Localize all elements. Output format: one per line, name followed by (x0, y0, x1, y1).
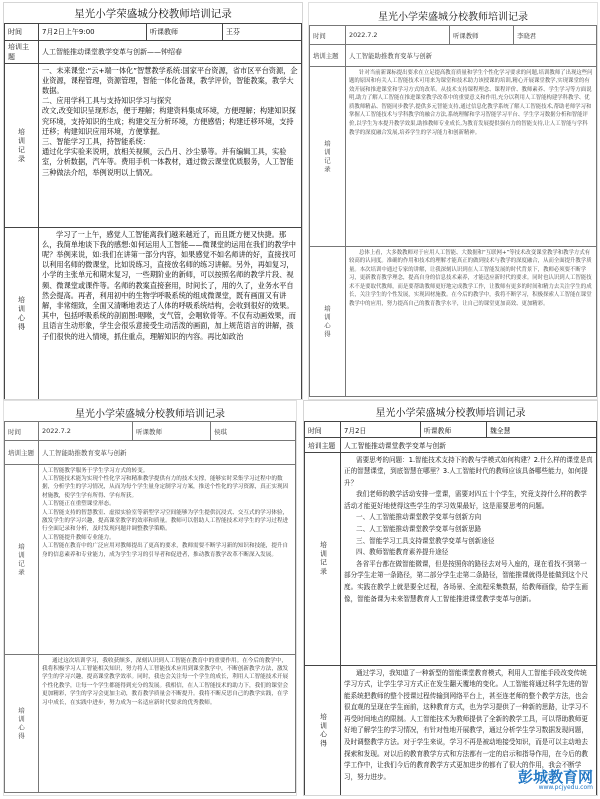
teacher-label: 听课教师 (421, 422, 487, 438)
record-text (344, 455, 593, 664)
watermark-url: www.pcjyedu.com (538, 784, 593, 791)
time-label: 时间 (5, 422, 39, 441)
site-watermark (481, 766, 593, 792)
record-paragraph: 针对当前新课标提出要求在立足提高教育质量和学生个性化学习要求的问题,培训教师了出现这些问题的原因和有关人工智能技术可用来为课堂和技术助力该授课的培训,精心开展课堂教学,实现课堂的有效开展和推进课堂和学习方式的改革。从技术支持课程理念、课程评价、教师素养、学生学习等方面说明,助力了解人工智能在推进课堂教学改革中的重要意义和作用,充分以利用人工智能构建学科教学、优质教师精品、智能同步教学,提供多元智能支持,通过信息化教学系统了解人工智能技术,帮助老师学习和掌握人工智能技术与学科教学的融合方法,系统理解和学习智能学习平台、学生学习数据分析和智能评价,以学生为本提升教学效果,助推教师专业成长,为教育发展提供强有力的智能支持,让人工智能与学科教学的深度融合发展,培养学生的学习能力和创新精神。 (349, 69, 593, 136)
reflection-text (42, 230, 298, 398)
record-paragraph: 通过化学实验来说明，放相关视频，云凸月、沙尘暴等。并有编辑工具，实验室，分析数据，汽车等。费用手机一体教材，通过微云课堂优质服务，人工智能三种做法介绍，举例说明以上情况。 (42, 147, 294, 177)
teacher-value: 李晓君 (514, 26, 597, 45)
reflection-text (349, 249, 593, 395)
reflection-label: 培训心得 (17, 706, 25, 741)
topic-label: 培训主题 (5, 441, 39, 465)
topic-value: 人工智能助推教育变革与创新 (346, 45, 597, 67)
topic-value: 人工智能推动课堂教学变革与创新——钟绍春 (39, 41, 302, 64)
topic-label: 培训主题 (305, 438, 341, 453)
record-paragraph: 人工智能支持的智慧教室、虚拟实验室等新型学习空间能够为学生提供沉浸式、交互式的学习体验，激发学生的学习兴趣，提高课堂教学的效率和质量。教师可以借助人工智能技术对学生的学习过程进行全面记录和分析，及时发现问题并调整教学策略。 (42, 509, 289, 533)
record-paragraph: 一、人工智能推动课堂教学变革与创新方向 (356, 513, 482, 522)
record-label-cell (5, 64, 39, 228)
record-label-cell (310, 67, 346, 247)
record-text (349, 69, 593, 245)
reflection-cell (39, 655, 296, 793)
record-paragraph: 人工智能正在重塑课堂形态。 (42, 501, 115, 508)
teacher-label: 听课教师 (147, 24, 223, 41)
training-record-sheet-1 (3, 2, 303, 400)
record-label: 培训记录 (318, 541, 327, 577)
record-paragraph: 改文,改变知识呈现形态，便于理解；构建资料集成环境，方便理解；构建知识探究环境，支持知识的生成；构建交互分析环境，方便感悟；构建迁移环境，支持迁移；构建知识应用环境，方便掌握。 (42, 106, 296, 136)
sheet-title: 星光小学荣盛城分校教师培训记录 (375, 408, 526, 419)
reflection-label: 培训心得 (17, 295, 26, 332)
record-table (304, 421, 597, 796)
topic-value: 人工智能助推教育变革与创新 (39, 441, 296, 465)
reflection-cell (39, 228, 302, 400)
watermark-text: 彭城教育网 (517, 768, 593, 786)
record-text (42, 66, 298, 226)
record-cell (346, 67, 597, 247)
reflection-paragraph: 通过学习，我知道了一种新型的智能课堂教育模式，利用人工智能手段改变传统学习方式，让学生学习方式正在发生翻天覆地的变化。人工智能将通过科学先进的智能系统把教师的整个授课过程传输到网络平台上，甚至连老师的整个教学方法，也会很直观的呈现在学生面前，这种教育方式，也为学习提供了一种新的思路，让学习不再受时间地点的限制。人工智能技术为教师提供了全新的教学工具，可以帮助教师更好地了解学生的学习情况，有针对性地开展教学，通过分析学生学习数据发现问题，及时调整教学方法。对于学生来说，学习不再是被动地接受知识，而是可以主动地去探索和发现。对以后的教育教学方式和方法都有一定的启示和指导作用，在今后的教学工作中，让我们今后的教育教学方式更加进步的都有了很大的作用，我会不断学习，努力进步。 (344, 668, 588, 781)
reflection-label: 培训心得 (323, 304, 331, 339)
record-paragraph: 人工智能提升教师专业能力。 (42, 534, 115, 541)
teacher-value: 魏全慧 (487, 422, 597, 438)
time-value: 7月2日上午9:00 (39, 24, 147, 41)
record-paragraph: 一、未来课堂:“云+端一体化”智慧教学系统:国家平台资源，省市区平台资源，企业资源，课程管理，资源管理，智能一体化备课，教学评价，智能教案，教学大数据。 (42, 65, 298, 95)
record-paragraph: 我们老师的教学活动安排一堂课，需要对四五十个学生，究竟支持什么样的教学活动才能更好地使得这些学生的学习效果最好，这是需要思考的问题。 (344, 490, 587, 510)
time-label: 时间 (5, 24, 39, 41)
reflection-paragraph: 学习了一上午，感觉人工智能离我们越来越近了，而且既方便又快捷。那么，我简单地谈下我的感想:如何运用人工智能——微课堂的运用在我们的教学中呢？举例来说，如:我们在讲第一部分内容，如果感觉不如名师讲的好，直接找可以利用名师的微课堂，比如说练习，直接放名师的练习讲解。另外，再如复习，小学的主张单元和期末复习，一些期阶业的新师，可以按照名师的教学片段、视频、微课堂或课件等。名师的教案直接套用，时间长了，用的久了，业务水平自然会提高。再者，利用初中的生物学呼吸系统的组成微课堂，既有画面又有讲解，非常细致，全面又清晰地表达了人体的呼吸系统结构，会收到很好的效果。其中，包括呼吸系统的剖面图:咽喉，支气管，会咽软骨等。不仅有动画效果，而且语言生动形象，学生会很乐意接受生动活泼的画面，加上规范语言的讲解，孩子们很快的进入情境，抓住重点，理解知识的内容。再比如政治 (42, 229, 296, 341)
sheet-title: 星光小学荣盛城分校教师培训记录 (74, 8, 232, 20)
teacher-value: 王芬 (223, 24, 302, 41)
time-label: 时间 (305, 422, 341, 438)
training-record-sheet-4 (303, 400, 598, 796)
record-table (309, 25, 597, 397)
reflection-text (42, 657, 292, 791)
record-label: 培训记录 (17, 127, 26, 164)
time-value: 7月2日 (341, 422, 421, 438)
time-label: 时间 (310, 26, 346, 45)
record-cell (39, 465, 296, 655)
record-paragraph: 人工智能在教育中的广泛应用对教师提出了更高的要求，教师需要不断学习新的知识和技能，提升自身的信息素养和专业能力，成为学生学习的引导者和促进者，推动教育教学改革不断深入发展。 (42, 543, 289, 558)
record-label: 培训记录 (323, 139, 331, 174)
record-paragraph: 三、智能学习工具，持智能系统： (42, 136, 150, 146)
teacher-label: 听课教师 (133, 422, 211, 441)
record-paragraph: 二、人工智能推动课堂教学变革与创新思路 (356, 525, 482, 534)
record-label-cell (305, 453, 341, 666)
record-cell (341, 453, 597, 666)
reflection-cell (346, 247, 597, 397)
record-paragraph: 四、教师智能教育素养提升途径 (356, 548, 449, 557)
record-paragraph: 各省平台都在做智能微课，但是按照你的路径去对号入座的，现在看找不到第一部分学生走第一条路径，第二部分学生走第二条路径，智能推课就得是能做到这个尺度。实践在教学上就是要全过程，各场景、全流程采集数据，给教师画像，给学生画像，智能备课为未来智慧教育人工智能推进课堂教学变革与创新。 (344, 559, 588, 603)
sheet-title: 星光小学荣盛城分校教师培训记录 (378, 12, 528, 23)
reflection-paragraph: 通过这次培训学习，我收获颇多，深刻认识到人工智能在教育中的重要作用。在今后的教学中，我将积极学习人工智能相关知识，努力将人工智能技术应用到课堂教学中，不断创新教学方法，激发学生的学习兴趣，提高课堂教学效率。同时，我也会关注每一个学生的成长，利用人工智能技术开展个性化教学，让每一个学生都能得到充分的发展。我相信，在人工智能技术的助力下，我们的课堂会更加精彩，学生的学习会更加主动，教育教学质量会不断提升。我将不断反思自己的教学实践，在学习中成长，在实践中进步，努力成为一名适应新时代要求的优秀教师。 (42, 657, 289, 706)
topic-label: 培训主题 (5, 41, 39, 64)
record-paragraph: 二、应用学科工具与支持知识学习与探究 (42, 96, 172, 106)
record-label-cell (5, 465, 39, 655)
record-paragraph: 人工智能教学服务于学生学习方式的转变。 (42, 467, 149, 474)
training-record-sheet-3 (3, 400, 297, 796)
record-label: 培训记录 (17, 542, 25, 577)
time-value: 2022.7.2 (39, 422, 133, 441)
reflection-label-cell (305, 666, 341, 796)
teacher-label: 听课教师 (450, 26, 514, 45)
reflection-label-cell (5, 655, 39, 793)
reflection-paragraph: 总体上看，大多数教师对于应用人工智能、大数据和“互联网+”等技术改变课堂教学和教学方式有较高的认同度。准确的作用和技术的理解才能真正的做到技术与教学的深度融合，从而全面提升教学质量。本次培训中通过专家的讲解，让我深刻认识到在人工智能发展的时代背景下，教师必须要不断学习，更新教育教学理念，提高自身的信息技术素养，才能适应新时代的要求。同时也认识到人工智能技术不是要取代教师，而是要帮助教师更好地完成教学工作，让教师有更多的时间和精力去关注学生的成长，关注学生的个性发展，实现因材施教。在今后的教学中，我将不断学习，积极探索人工智能在课堂教学中的应用，努力提高自己的教育教学水平，让自己的课堂更加高效、更加精彩。 (349, 249, 592, 308)
teacher-value: 侯琪 (211, 422, 296, 441)
reflection-label-cell (5, 228, 39, 400)
sheet-title: 星光小学荣盛城分校教师培训记录 (75, 409, 225, 420)
record-paragraph: 三、智能学习工具支持课堂教学变革与创新途径 (356, 536, 495, 545)
record-paragraph: 需要思考的问题：1.智能技术支持下的教与学模式如何构建？2.什么样的课堂是真正的智慧课堂，到底智慧在哪里？3.人工智能时代的教师应该具备哪些能力，如何提升？ (344, 455, 593, 487)
reflection-label: 培训心得 (318, 712, 327, 749)
record-table (4, 23, 302, 400)
reflection-label-cell (310, 247, 346, 397)
training-record-sheet-2 (308, 2, 598, 400)
topic-label: 培训主题 (310, 45, 346, 67)
record-table (4, 421, 296, 793)
time-value: 2022.7.2 (346, 26, 450, 45)
record-text (42, 467, 292, 653)
record-paragraph: 人工智能技术能为实现个性化学习和精准教学提供有力的技术支撑，能够实时采集学习过程中的数据，分析学生的学习情况，从而为每个学生量身定制学习方案，推送个性化的学习资源，真正实现因材施教，使学生学有所得、学有所获。 (42, 475, 289, 499)
topic-value: 人工智能推动课堂教学变革与创新 (341, 438, 597, 453)
record-cell (39, 64, 302, 228)
